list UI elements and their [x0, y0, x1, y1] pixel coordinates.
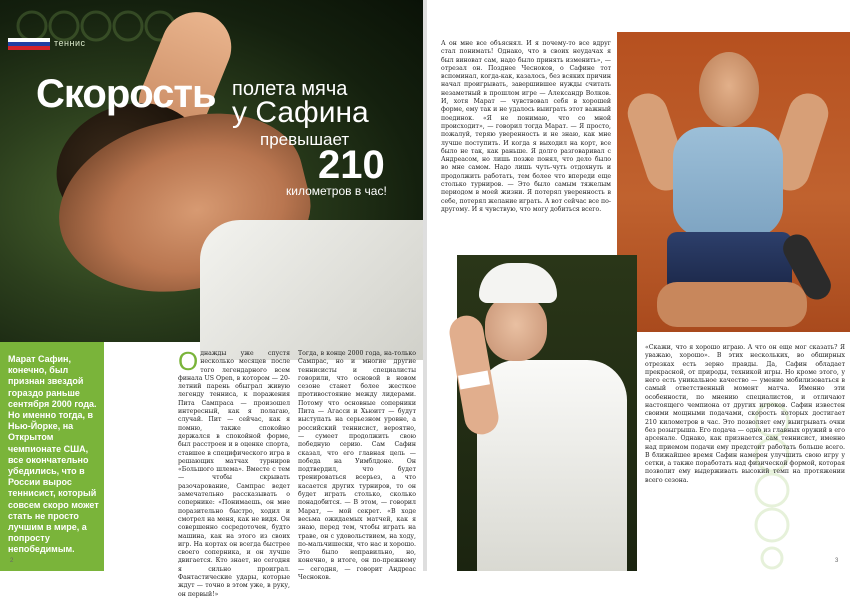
- article-column-1: [178, 346, 290, 598]
- lead-text: Марат Сафин, конечно, был признан звездой гораздо раньше сентября 2000 года. Но именно тогда, в Нью-Йорке, на Открытом чемпионате США, все окончательно убедились, что в России вырос теннисист, который совсем скоро может стать не просто лучшим в мире, а попросту непобедимым.: [8, 354, 99, 555]
- photo-opponent: [457, 255, 637, 571]
- headline: [0, 0, 423, 200]
- article-column-4-text: «Скажи, что я хорошо играю. А что он еще мог сказать? Я уважаю, хорошо». В этих нескольких, во обширных отрезках есть зерно правды. Да, Сафин обладает прекрасной, от природы, техникой игры. Но кроме этого, у него есть уникальное качество — умение мобилизоваться в самый ответственный момент матча. Именно эти особенности, по мнению специалистов, и отличают настоящего чемпиона от других игроков. Сафин известен своими мощными подачами, скорость которых достигает 210 километров в час. Это позволяет ему выигрывать очки без розыгрыша. Его подача — одно из главных оружий в его арсенале. Однако, как признается сам теннисист, именно над приемом подачи ему предстоит работать больше всего. В ближайшее время Сафин намерен улучшить свою игру у сетки, а также поработать над физической формой, которая позволит ему выдерживать высокий темп на протяжении всего сезона.: [645, 344, 845, 484]
- drop-cap: О: [178, 346, 199, 376]
- right-page: [427, 0, 850, 571]
- article-column-4: [645, 344, 845, 560]
- headline-number: 210: [318, 143, 385, 187]
- page-number-right: 3: [835, 558, 839, 564]
- white-shirt: [477, 360, 627, 571]
- article-column-3: [441, 40, 611, 256]
- left-page: [0, 0, 423, 598]
- article-column-2-text: Тогда, в конце 2000 года, на-только Сампрас, но и многие другие теннисисты и специалисты говорили, что основой в новом сезоне станет более жесткое противостояние между лидерами. Потому что основные соперники Пита — Агасси и Хьюитт — будут выступать на серьезном уровне, а российский теннисист, вероятно, — сумеет продолжить свою победную серию. Сам Сафин сказал, что его главная цель — победа на Уимблдоне. Он подтвердил, что будет тренироваться всерьез, а что касается других турниров, то он будет играть столько, сколько понадобится. — В этом, — говорил Марат, — мой секрет. «В ходе весьма ожидаемых матчей, как я знаю, перед тем, чтобы играть на траве, он с удовольствием, на ходу, по-мальчишески, что нас и хорошо. Это было неправильно, но, конечно, в итоге, он по-прежнему — сегодня, — говорит Андреас Чесноков.: [298, 350, 416, 582]
- head: [699, 52, 759, 127]
- headline-safin: у Сафина: [232, 96, 369, 129]
- photo-safin-celebrating: [617, 32, 850, 332]
- headline-speed: Скорость: [36, 72, 216, 116]
- polo-shirt: [673, 127, 783, 237]
- page-number-left: 2: [10, 558, 14, 564]
- athlete-shirt: [200, 220, 440, 360]
- article-column-2: [298, 350, 416, 582]
- face: [485, 295, 547, 361]
- lead-sidebar: [0, 342, 104, 571]
- headline-ball-flight: полета мяча: [232, 78, 348, 100]
- headline-exceeds: превышает: [260, 130, 350, 149]
- section-label: теннис: [54, 38, 86, 48]
- white-cap: [479, 263, 557, 303]
- headline-km: километров в час!: [286, 184, 387, 198]
- knees: [657, 282, 807, 327]
- article-column-3-text: А он мне все объяснял. И я почему-то все вдруг стал понимать! Однако, что в своих неудачах я был виноват сам, надо было принять изменить», — отрезал он. Позднее Чесноков, о Сафине тот вспоминал, когда-как, казалось, без всяких причин начал проигрывать, завершившее нужды считать незаметный в прошлом игре — Александр Волков. И, хотя Марат — чувствовал себя в хорошей форме, ему так и не удалось выиграть этот важный поединок. «Я не понимаю, что со мной происходит», — говорил тогда Марат. — Я просто, пожалуй, теряю уверенность и не знаю, как мне лучше поступить. И когда я выходил на корт, все было не так, как раньше. Я долго разговаривал с Андреасом, но лишь позже понял, что дело было во мне самом. Надо лишь чуть-чуть отдохнуть и продолжить работать, тем более что впереди еще столько турниров. — Это было самым тяжелым периодом в моей жизни. Я потерял уверенность в себе, потерял желание играть. А вот сейчас все по-другому. И я чувствую, что могу добиться всего.: [441, 40, 611, 213]
- article-column-1-text: днажды уже спустя несколько месяцев после того легендарного всем финала US Open, в котором — 20-летний парень обыграл живую легенду тенниса, к поражения Пита Сампраса — произошел интересный, как я полагаю, случай. Пит — сейчас, как я помню, также спокойно держался в спокойной форме, был расстроен и в оценке спорта, ставшее в специфического игра в решающих матчах турниров «Большого шлема». Вместе с тем — чтобы скрывать разочарование, Сампрас ведет замечательно рассказывать о сопернике: «Понимаешь, он мне поразительно быстро, ходил и смотрел на меня, как не видя. Он совершенно сосредоточен, будто машина, как на этого из своих игр. На кортах он всегда быстрее своего соперника, и он лучше двигается. Кто знает, но сегодня я сильно проиграл. Фантастические удары, которые ждут — точно в этом уже, в руку, он первый!»: [178, 350, 290, 598]
